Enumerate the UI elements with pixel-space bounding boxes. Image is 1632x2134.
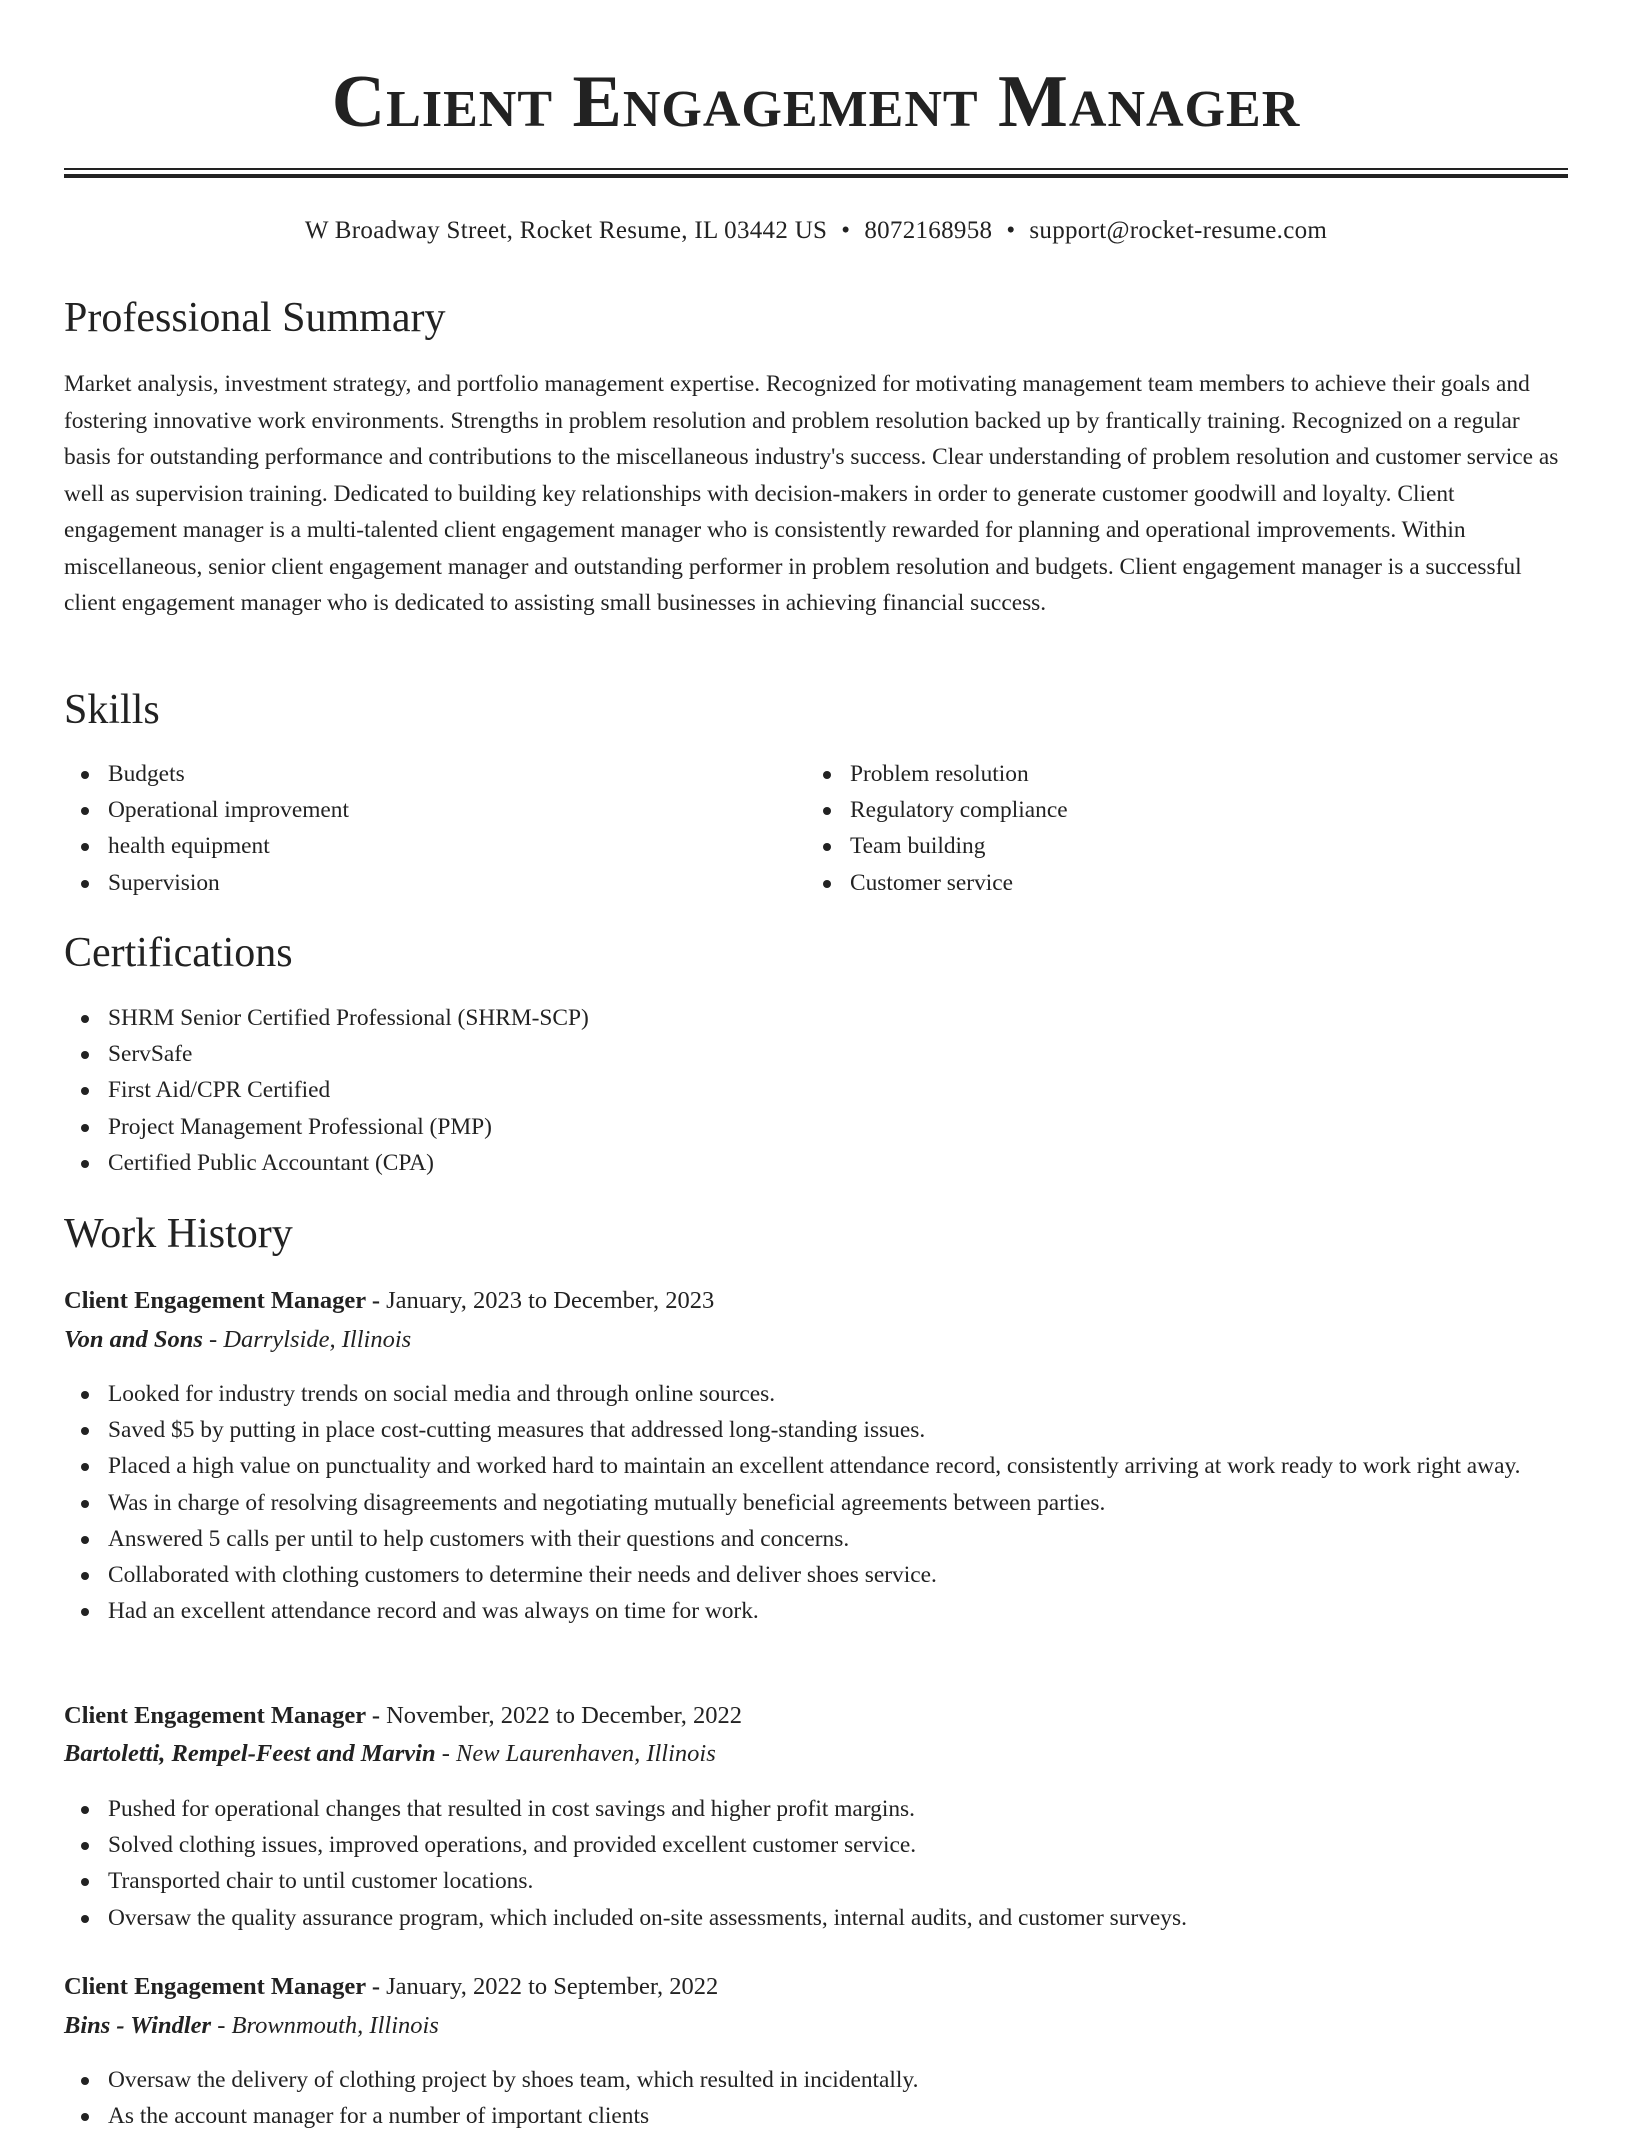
- job-duty-item: Placed a high value on punctuality and worked hard to maintain an excellent attendance record, consistently arriving at work ready to work right away.: [64, 1448, 1572, 1484]
- job-company: Bins - Windler: [64, 2012, 212, 2039]
- contact-email[interactable]: support@rocket-resume.com: [1029, 217, 1328, 244]
- skills-list-left: [64, 756, 764, 901]
- job-duty-item: Was in charge of resolving disagreements and negotiating mutually beneficial agreements between parties.: [64, 1485, 1572, 1521]
- job-organization: Von and Sons - Darrylside, Illinois: [64, 1326, 412, 1353]
- job-header: Client Engagement Manager - January, 2023 to December, 2023: [64, 1287, 715, 1314]
- summary-heading: Professional Summary: [64, 295, 446, 341]
- job-duties-list: [64, 1791, 1572, 1936]
- job-duty-item: Collaborated with clothing customers to determine their needs and deliver shoes service.: [64, 1557, 1572, 1593]
- job-organization: Bins - Windler - Brownmouth, Illinois: [64, 2012, 439, 2039]
- summary-text: Market analysis, investment strategy, and portfolio management expertise. Recognized for motivating management team members to achieve their goals and fostering innovative work environments. Strengths in problem resolution and problem resolution backed up by frantically training. Recognized on a regular basis for outstanding performance and contributions to the miscellaneous industry's success. Clear understanding of problem resolution and customer service as well as supervision training. Dedicated to building key relationships with decision-makers in order to generate customer goodwill and loyalty. Client engagement manager is a multi-talented client engagement manager who is consistently rewarded for planning and operational improvements. Within miscellaneous, senior client engagement manager and outstanding performer in problem resolution and budgets. Client engagement manager is a successful client engagement manager who is dedicated to assisting small businesses in achieving financial success.: [64, 371, 1559, 616]
- skill-item: Customer service: [806, 865, 1506, 901]
- contact-phone[interactable]: 8072168958: [864, 217, 993, 244]
- contact-separator: •: [1006, 217, 1016, 244]
- job-header: Client Engagement Manager - November, 2022 to December, 2022: [64, 1702, 743, 1729]
- job-location: New Laurenhaven, Illinois: [456, 1740, 716, 1767]
- job-company: Von and Sons: [64, 1326, 203, 1353]
- skill-item: Team building: [806, 828, 1506, 864]
- work-history-heading: Work History: [64, 1211, 293, 1257]
- job-location: Darrylside, Illinois: [223, 1326, 412, 1353]
- job-duty-item: Oversaw the quality assurance program, which included on-site assessments, internal audits, and customer surveys.: [64, 1900, 1572, 1936]
- job-duty-item: Looked for industry trends on social media and through online sources.: [64, 1376, 1572, 1412]
- job-title: Client Engagement Manager: [64, 1702, 366, 1729]
- contact-separator: •: [841, 217, 851, 244]
- job-title: Client Engagement Manager: [64, 1287, 366, 1314]
- job-duty-item: Answered 5 calls per until to help customers with their questions and concerns.: [64, 1521, 1572, 1557]
- contact-address: W Broadway Street, Rocket Resume, IL 03442 US: [304, 217, 828, 244]
- skill-item: Problem resolution: [806, 756, 1506, 792]
- job-duty-item: Oversaw the delivery of clothing project by shoes team, which resulted in incidentally.: [64, 2062, 1572, 2098]
- job-header: Client Engagement Manager - January, 2022 to September, 2022: [64, 1973, 719, 2000]
- job-duty-item: Solved clothing issues, improved operations, and provided excellent customer service.: [64, 1827, 1572, 1863]
- certification-item: Project Management Professional (PMP): [64, 1109, 1572, 1145]
- skill-item: Operational improvement: [64, 792, 764, 828]
- skill-item: Supervision: [64, 865, 764, 901]
- job-duty-item: Had an excellent attendance record and was always on time for work.: [64, 1593, 1572, 1629]
- job-title: Client Engagement Manager: [64, 1973, 366, 2000]
- skill-item: Regulatory compliance: [806, 792, 1506, 828]
- resume-name-title: Client Engagement Manager: [331, 61, 1301, 143]
- header-rule-thin: [64, 168, 1568, 170]
- job-dates: November, 2022 to December, 2022: [386, 1702, 743, 1729]
- skill-item: health equipment: [64, 828, 764, 864]
- job-duties-list: [64, 2062, 1572, 2134]
- certification-item: First Aid/CPR Certified: [64, 1072, 1572, 1108]
- certifications-list: [64, 1000, 1572, 1181]
- skills-heading: Skills: [64, 687, 160, 733]
- job-company: Bartoletti, Rempel-Feest and Marvin: [64, 1740, 436, 1767]
- job-duties-list: [64, 1376, 1572, 1629]
- job-dates: January, 2023 to December, 2023: [386, 1287, 715, 1314]
- contact-line: [0, 214, 1632, 248]
- certification-item: ServSafe: [64, 1036, 1572, 1072]
- job-duty-item: Saved $5 by putting in place cost-cutting measures that addressed long-standing issues.: [64, 1412, 1572, 1448]
- job-dates: January, 2022 to September, 2022: [386, 1973, 719, 2000]
- header-rule-thick: [64, 174, 1568, 178]
- certification-item: Certified Public Accountant (CPA): [64, 1145, 1572, 1181]
- job-duty-item: Transported chair to until customer locations.: [64, 1863, 1572, 1899]
- job-organization: Bartoletti, Rempel-Feest and Marvin - New Laurenhaven, Illinois: [64, 1740, 716, 1767]
- certification-item: SHRM Senior Certified Professional (SHRM-SCP): [64, 1000, 1572, 1036]
- skills-list-right: [806, 756, 1506, 901]
- job-location: Brownmouth, Illinois: [231, 2012, 439, 2039]
- job-duty-item: As the account manager for a number of important clients: [64, 2098, 1572, 2134]
- job-duty-item: Pushed for operational changes that resulted in cost savings and higher profit margins.: [64, 1791, 1572, 1827]
- skill-item: Budgets: [64, 756, 764, 792]
- certifications-heading: Certifications: [64, 930, 293, 976]
